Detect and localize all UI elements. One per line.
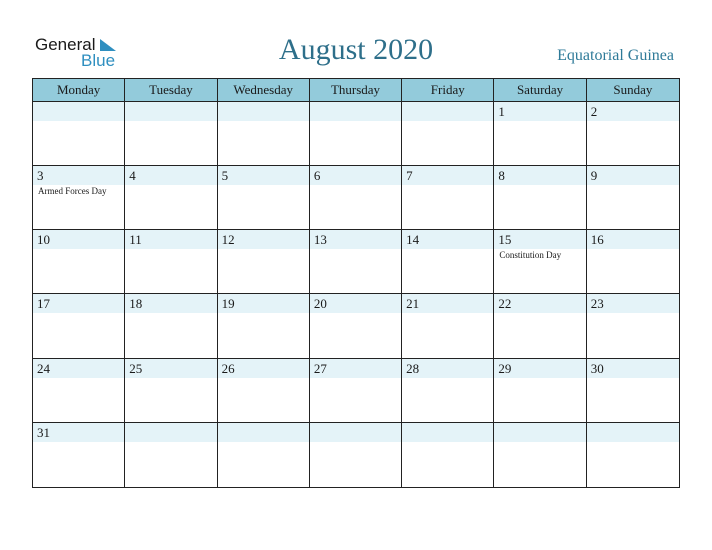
day-number: 30: [590, 360, 604, 376]
day-number: 15: [498, 232, 512, 248]
day-cell: [587, 294, 679, 358]
day-cell: [494, 294, 586, 358]
day-band: [125, 166, 216, 185]
day-cell: [587, 359, 679, 423]
day-band: [402, 423, 493, 442]
day-cell: [218, 166, 310, 230]
day-cell: [494, 102, 586, 166]
day-number: 13: [313, 232, 327, 248]
day-cell: [310, 294, 402, 358]
day-number: 8: [498, 168, 505, 184]
holiday-label: Armed Forces Day: [38, 186, 107, 197]
day-number: 23: [590, 296, 604, 312]
day-band: [310, 423, 401, 442]
day-cell: [33, 294, 125, 358]
day-cell: [218, 230, 310, 294]
day-cell: [310, 359, 402, 423]
day-number: 5: [221, 168, 229, 184]
calendar-grid: [32, 78, 680, 488]
day-number: 22: [498, 296, 512, 312]
weekday-header: Saturday: [494, 79, 586, 102]
day-cell: [310, 102, 402, 166]
day-cell: [33, 102, 125, 166]
page-title: August 2020: [278, 33, 434, 66]
day-number: 11: [129, 232, 142, 248]
day-band: [494, 423, 585, 442]
day-band: [125, 102, 216, 121]
day-number: 4: [129, 168, 136, 184]
day-band: [587, 102, 679, 121]
day-band: [494, 102, 585, 121]
day-band: [218, 166, 309, 185]
day-number: 31: [37, 424, 50, 440]
day-cell: [402, 102, 494, 166]
day-band: [33, 166, 124, 185]
day-number: 18: [129, 296, 143, 312]
day-cell: [494, 166, 586, 230]
day-cell: [218, 423, 310, 487]
day-cell: [125, 230, 217, 294]
day-cell: [494, 359, 586, 423]
day-band: [587, 423, 679, 442]
day-cell: [402, 359, 494, 423]
day-cell: [33, 359, 125, 423]
day-number: 26: [221, 360, 235, 376]
holiday-label: Constitution Day: [499, 250, 562, 261]
day-number: 7: [406, 168, 413, 184]
day-number: 16: [590, 232, 604, 248]
weekday-header: Thursday: [310, 79, 402, 102]
day-cell: [310, 423, 402, 487]
day-number: 1: [498, 104, 505, 119]
day-number: 3: [37, 168, 44, 184]
logo-text-general: General: [35, 35, 96, 54]
day-band: [310, 102, 401, 121]
day-number: 21: [406, 296, 420, 312]
day-cell: [587, 423, 679, 487]
day-cell: [218, 294, 310, 358]
weekday-header: Monday: [33, 79, 125, 102]
day-band: [218, 423, 309, 442]
weekday-header: Sunday: [587, 79, 679, 102]
day-number: 17: [37, 296, 50, 312]
day-cell: [310, 230, 402, 294]
day-number: 29: [498, 360, 512, 376]
day-cell: [402, 166, 494, 230]
day-cell: [218, 359, 310, 423]
day-number: 27: [313, 360, 327, 376]
day-cell: [494, 423, 586, 487]
day-band: [587, 166, 679, 185]
day-cell: [33, 166, 125, 230]
day-number: 12: [221, 232, 235, 248]
day-cell: [125, 294, 217, 358]
day-cell: [402, 294, 494, 358]
day-number: 10: [37, 232, 50, 248]
day-cell: [587, 166, 679, 230]
day-cell: [125, 102, 217, 166]
day-cell: [587, 230, 679, 294]
day-number: 14: [406, 232, 420, 248]
weekday-header: Wednesday: [218, 79, 310, 102]
day-cell: [218, 102, 310, 166]
day-number: 24: [37, 360, 50, 376]
day-band: [310, 166, 401, 185]
day-cell: [125, 423, 217, 487]
country-label: Equatorial Guinea: [557, 47, 674, 64]
weekday-header: Friday: [402, 79, 494, 102]
logo-text-blue: Blue: [81, 51, 116, 70]
weekday-header: Tuesday: [125, 79, 217, 102]
day-band: [402, 166, 493, 185]
day-cell: [402, 230, 494, 294]
day-number: 2: [590, 104, 598, 119]
day-band: [494, 166, 585, 185]
day-cell: [587, 102, 679, 166]
day-number: 19: [221, 296, 235, 312]
day-cell: [310, 166, 402, 230]
day-number: 6: [313, 168, 321, 184]
day-cell: [125, 166, 217, 230]
day-cell: [125, 359, 217, 423]
day-cell: [33, 423, 125, 487]
day-band: [125, 423, 216, 442]
day-cell: [494, 230, 586, 294]
day-number: 25: [129, 360, 143, 376]
day-band: [402, 102, 493, 121]
day-band: [33, 102, 124, 121]
day-number: 28: [406, 360, 420, 376]
day-cell: [402, 423, 494, 487]
day-band: [218, 102, 309, 121]
day-number: 9: [590, 168, 598, 184]
day-number: 20: [313, 296, 327, 312]
day-cell: [33, 230, 125, 294]
